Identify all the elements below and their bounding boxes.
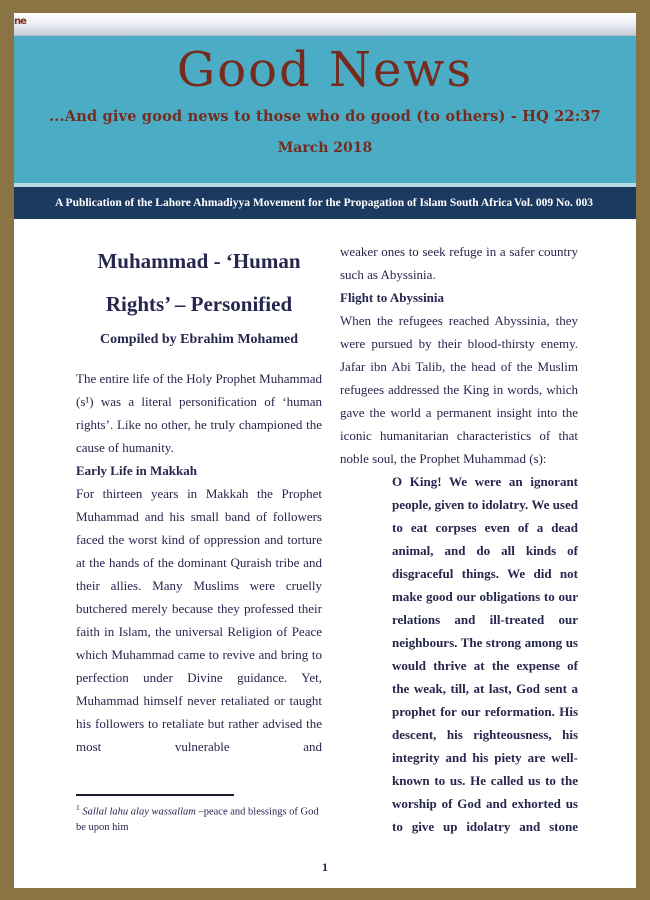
article-title	[76, 240, 322, 326]
footnote-marker: 1	[76, 803, 80, 812]
document-page	[14, 13, 636, 888]
publication-bar	[14, 187, 636, 219]
newsletter-title: Good News	[176, 42, 474, 98]
heading-early-life: Early Life in Makkah	[76, 463, 197, 478]
paragraph-abyssinia: When the refugees reached Abyssinia, they were pursued by their blood-thirsty enemy. Jafar ibn Abi Talib, the head of the Muslim refugees addressed the King in words, which gave the world a permanent insight into the iconic humanitarian characteristics of that noble soul, the Prophet Muhammad (s):	[340, 313, 578, 466]
masthead-banner	[14, 36, 636, 183]
paragraph-refuge: weaker ones to seek refuge in a safer country such as Abyssinia.	[340, 244, 578, 282]
article-body	[14, 219, 636, 838]
article-title-line2: Rights’ – Personified	[105, 292, 293, 316]
publication-text: A Publication of the Lahore Ahmadiyya Movement for the Propagation of Islam South Africa	[55, 197, 513, 209]
byline: Compiled by Ebrahim Mohamed	[100, 332, 298, 347]
article-title-line1: Muhammad - ‘Human	[97, 249, 301, 273]
footnote-block	[76, 794, 322, 835]
top-edge-strip	[14, 13, 636, 36]
left-column	[76, 240, 322, 838]
newsletter-motto: ...And give good news to those who do good (to others) - HQ 22:37	[49, 108, 601, 125]
issue-date: March 2018	[277, 140, 373, 156]
right-column	[340, 240, 578, 838]
footnote-transliteration: Sallal lahu alay wassallam	[82, 806, 196, 818]
footnote-divider	[76, 794, 234, 796]
jafar-quote: O King! We were an ignorant people, given to idolatry. We used to eat corpses even of a dead animal, and do all kinds of disgraceful things. We did not make good our obligations to our relations and ill-treated our neighbours. The strong among us would thrive at the expense of the weak, till, at last, God sent a prophet for our reformation. His descent, his righteousness, his integrity and his piety are well-known to us. He called us to the worship of God and exhorted us to give up idolatry and stone	[392, 474, 578, 834]
page-number: 1	[322, 860, 328, 874]
volume-number: Vol. 009 No. 003	[513, 197, 593, 209]
paragraph-intro: The entire life of the Holy Prophet Muhammad (s¹) was a literal personification of ‘human rights’. Like no other, he truly championed the cause of humanity.	[76, 371, 322, 455]
heading-flight-abyssinia: Flight to Abyssinia	[340, 290, 445, 305]
footnote-translation: –peace and blessings of God be upon him	[76, 806, 319, 833]
footnote-text	[76, 800, 322, 835]
paragraph-early-life: For thirteen years in Makkah the Prophet Muhammad and his small band of followers faced the worst kind of oppression and torture at the hands of the dominant Quraish tribe and their allies. Many Muslims were cruelly butchered merely because they professed their faith in Islam, the universal Religion of Peace which Muhammad came to revive and bring to perfection under Divine guidance. Yet, Muhammad himself never retaliated or taught his followers to retaliate but rather advised the most vulnerable and	[76, 486, 322, 754]
clipped-header-text: ne	[14, 16, 26, 27]
